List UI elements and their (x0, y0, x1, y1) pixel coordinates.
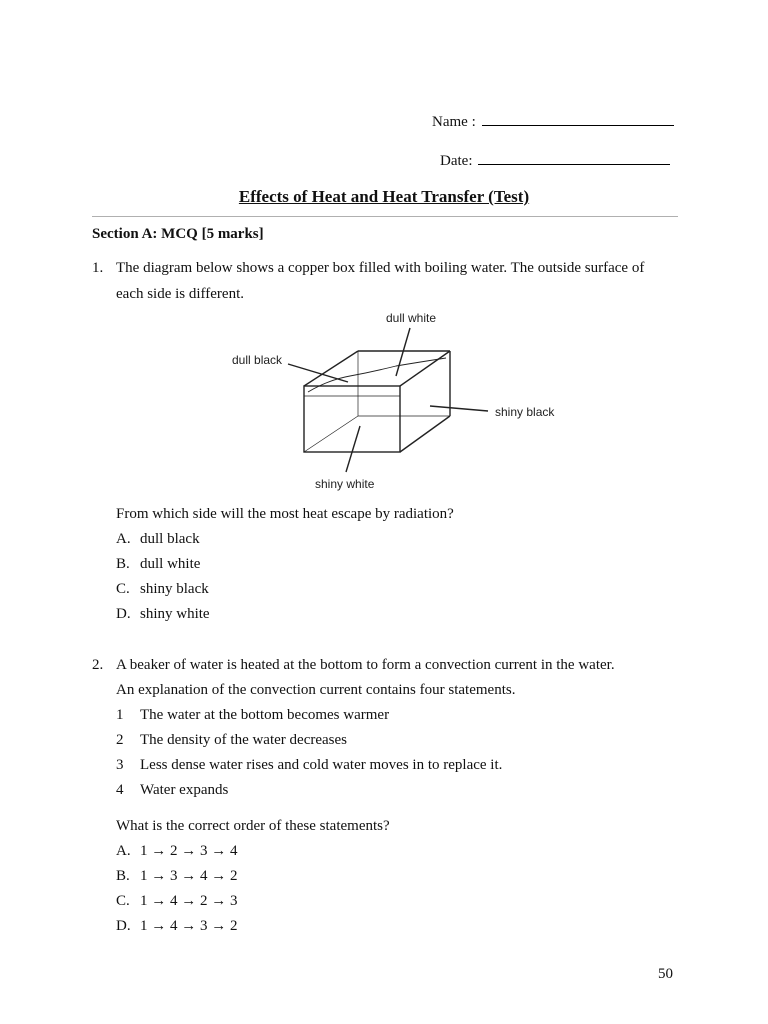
name-blank[interactable] (482, 111, 674, 126)
shiny-black-leader (430, 406, 488, 411)
label-dull-black: dull black (232, 353, 283, 367)
shiny-white-leader (346, 426, 360, 472)
option-letter: A. (116, 531, 131, 547)
copper-box-diagram (220, 306, 570, 498)
option-letter: D. (116, 606, 131, 622)
dull-white-leader (396, 328, 410, 376)
option-text: shiny white (140, 606, 210, 622)
q1-number: 1. (92, 260, 104, 276)
q2-option-c[interactable] (116, 892, 238, 910)
option-letter: C. (116, 581, 130, 597)
name-field[interactable] (432, 111, 674, 131)
statement-number: 4 (116, 782, 124, 798)
option-letter: C. (116, 893, 130, 909)
dull-black-leader (288, 364, 348, 382)
q2-statement-1 (116, 706, 389, 724)
statement-number: 1 (116, 707, 124, 723)
q2-statement-4 (116, 781, 228, 799)
title-divider (92, 216, 678, 217)
q1-option-c[interactable] (116, 580, 209, 598)
option-text: 1 → 4 → 3 → 2 (140, 918, 238, 934)
page-title: Effects of Heat and Heat Transfer (Test) (238, 187, 530, 206)
q1-option-a[interactable] (116, 530, 200, 548)
q1-option-d[interactable] (116, 605, 210, 623)
option-text: 1 → 4 → 2 → 3 (140, 893, 238, 909)
q1-prompt: From which side will the most heat escape by radiation? (116, 506, 454, 522)
page-number: 50 (658, 966, 673, 982)
q2-text-line1: A beaker of water is heated at the bottom to form a convection current in the water. (116, 657, 615, 673)
q2-statement-3 (116, 756, 502, 774)
name-label: Name : (432, 114, 476, 130)
q2-statement-2 (116, 731, 347, 749)
statement-text: The water at the bottom becomes warmer (140, 707, 390, 723)
section-a-heading: Section A: MCQ [5 marks] (92, 226, 264, 242)
q1-text-line1: The diagram below shows a copper box filled with boiling water. The outside surface of (116, 260, 645, 276)
option-text: 1 → 3 → 4 → 2 (140, 868, 238, 884)
statement-number: 2 (116, 732, 124, 748)
date-field[interactable] (440, 150, 670, 170)
q1-option-b[interactable] (116, 555, 200, 573)
q2-option-b[interactable] (116, 867, 238, 885)
option-letter: A. (116, 843, 131, 859)
statement-text: Water expands (140, 782, 229, 798)
q2-prompt: What is the correct order of these statements? (116, 818, 390, 834)
label-shiny-black: shiny black (495, 405, 555, 419)
q2-option-d[interactable] (116, 917, 238, 935)
option-letter: D. (116, 918, 131, 934)
statement-text: The density of the water decreases (140, 732, 347, 748)
option-letter: B. (116, 556, 130, 572)
statement-number: 3 (116, 757, 124, 773)
q2-option-a[interactable] (116, 842, 238, 860)
date-blank[interactable] (478, 150, 670, 165)
option-text: dull white (140, 556, 201, 572)
date-label: Date: (440, 153, 473, 169)
option-text: shiny black (140, 581, 209, 597)
option-text: dull black (140, 531, 200, 547)
label-dull-white: dull white (386, 311, 437, 325)
label-shiny-white: shiny white (315, 477, 375, 491)
option-letter: B. (116, 868, 130, 884)
q2-number: 2. (92, 657, 104, 673)
option-text: 1 → 2 → 3 → 4 (140, 843, 238, 859)
q1-text-line2: each side is different. (116, 286, 245, 302)
statement-text: Less dense water rises and cold water moves in to replace it. (140, 757, 503, 773)
q2-text-line2: An explanation of the convection current contains four statements. (116, 682, 516, 698)
